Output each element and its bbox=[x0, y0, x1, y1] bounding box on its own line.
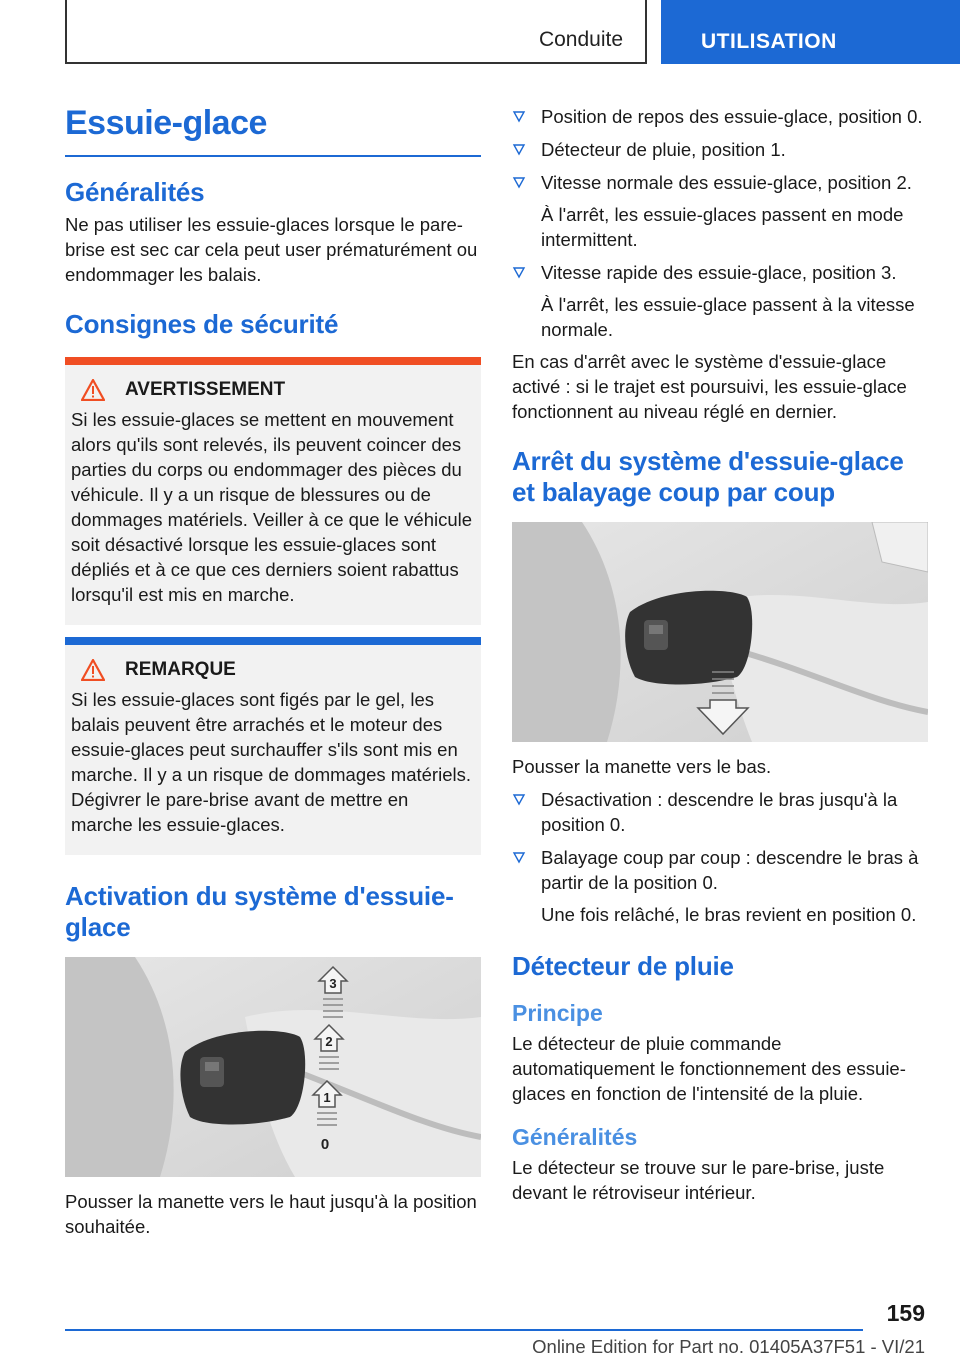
header-chapter-label: UTILISATION bbox=[701, 30, 837, 53]
list-item: Position de repos des essuie-glace, position 0. bbox=[512, 104, 928, 129]
list-item: Désactivation : descendre le bras jusqu'à la position 0. bbox=[512, 787, 928, 837]
footer-divider bbox=[65, 1329, 863, 1331]
list-item-note: Une fois relâché, le bras revient en position 0. bbox=[541, 904, 917, 925]
stop-text: En cas d'arrêt avec le système d'essuie-glace activé : si le trajet est poursuivi, les essuie-glace fonctionnent au niveau réglé en dernier. bbox=[512, 351, 907, 422]
generalites-sub-text: Le détecteur se trouve sur le pare-brise, juste devant le rétroviseur intérieur. bbox=[512, 1157, 885, 1203]
header-chapter-tab bbox=[661, 0, 960, 64]
left-column bbox=[65, 100, 481, 1239]
principe-text: Le détecteur de pluie commande automatiquement le fonctionnement des essuie-glaces en fonction de l'intensité de la pluie. bbox=[512, 1033, 906, 1104]
warning-box bbox=[65, 357, 481, 625]
warning-icon bbox=[81, 379, 105, 401]
pluie-heading: Détecteur de pluie bbox=[512, 951, 734, 981]
note-box bbox=[65, 637, 481, 855]
note-label: REMARQUE bbox=[125, 659, 236, 680]
list-item-note: À l'arrêt, les essuie-glaces passent en mode intermittent. bbox=[541, 204, 904, 250]
wiper-lever-down-illustration bbox=[512, 522, 928, 742]
page-title: Essuie-glace bbox=[65, 100, 481, 157]
generalites-text: Ne pas utiliser les essuie-glaces lorsque le pare-brise est sec car cela peut user prématurément ou endommager les balais. bbox=[65, 214, 478, 285]
list-item-note: À l'arrêt, les essuie-glace passent à la vitesse normale. bbox=[541, 294, 915, 340]
list-item: Balayage coup par coup : descendre le bras à partir de la position 0. bbox=[512, 845, 928, 895]
fig-label-0: 0 bbox=[320, 1136, 330, 1153]
arret-figure bbox=[512, 522, 928, 742]
principe-heading: Principe bbox=[512, 1000, 603, 1026]
activation-figure bbox=[65, 957, 481, 1177]
fig-label-1: 1 bbox=[323, 1090, 331, 1105]
position-list bbox=[512, 104, 928, 195]
triangle-bullet-icon bbox=[512, 107, 526, 125]
note-text: Si les essuie-glaces sont figés par le gel, les balais peuvent être arrachés et le moteur des essuie-glaces peut surchauffer s'ils sont mis en marche. Il y a un risque de dommages matériels. Dégivrer le pare-brise avant de mettre en marche les essuie-glaces. bbox=[71, 689, 471, 835]
fig-label-2: 2 bbox=[325, 1034, 333, 1049]
list-item: Détecteur de pluie, position 1. bbox=[512, 137, 928, 162]
triangle-bullet-icon bbox=[512, 848, 526, 866]
header-section-label: Conduite bbox=[538, 28, 623, 51]
generalites-heading: Généralités bbox=[65, 177, 205, 207]
warning-text: Si les essuie-glaces se mettent en mouvement alors qu'ils sont relevés, ils peuvent coincer des parties du corps ou endommager des pièces du véhicule. Il y a un risque de blessures ou de dommages matériels. Veiller à ce que le véhicule soit désactivé lorsque les essuie-glaces sont dépliés et à ce que ces derniers soient rabattus lorsqu'il est mis en marche. bbox=[71, 409, 473, 605]
activation-heading: Activation du système d'essuie-glace bbox=[65, 881, 454, 942]
arret-heading: Arrêt du système d'essuie-glace et balayage coup par coup bbox=[512, 446, 904, 507]
triangle-bullet-icon bbox=[512, 173, 526, 191]
warning-label: AVERTISSEMENT bbox=[125, 379, 286, 400]
arret-list bbox=[512, 787, 928, 895]
securite-heading: Consignes de sécurité bbox=[65, 309, 339, 339]
generalites-sub-heading: Généralités bbox=[512, 1124, 638, 1150]
activation-caption: Pousser la manette vers le haut jusqu'à la position souhaitée. bbox=[65, 1191, 477, 1237]
list-item: Vitesse rapide des essuie-glace, position 3. bbox=[512, 260, 928, 285]
page-number: 159 bbox=[886, 1300, 925, 1326]
edition-line: Online Edition for Part no. 01405A37F51 - VI/21 bbox=[532, 1336, 925, 1357]
fig-label-3: 3 bbox=[329, 976, 337, 991]
header-section-box bbox=[65, 0, 647, 64]
wiper-lever-up-illustration bbox=[65, 957, 481, 1177]
arret-caption: Pousser la manette vers le bas. bbox=[512, 756, 772, 777]
triangle-bullet-icon bbox=[512, 263, 526, 281]
triangle-bullet-icon bbox=[512, 790, 526, 808]
caution-icon bbox=[81, 659, 105, 681]
list-item: Vitesse normale des essuie-glace, position 2. bbox=[512, 170, 928, 195]
triangle-bullet-icon bbox=[512, 140, 526, 158]
right-column bbox=[512, 104, 928, 1205]
